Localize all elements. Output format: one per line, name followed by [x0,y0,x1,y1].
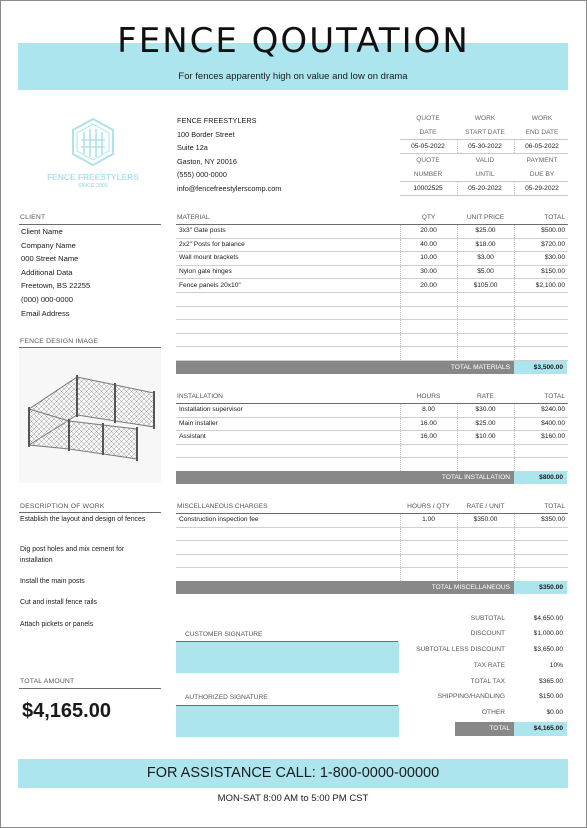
assistance-call: FOR ASSISTANCE CALL: 1-800-0000-00000 [146,765,440,781]
quote-head3-a: QUOTE [416,157,440,164]
installation-table [176,403,568,472]
work-label: DESCRIPTION OF WORK [20,503,105,510]
company-suite: Suite 12a [177,143,208,153]
work-item: Dig post holes and mix cement for installation [20,546,125,564]
subtotal-label: SUBTOTAL [470,615,505,622]
installation-rate: $30.00 [457,404,514,418]
quote-date: 05-05-2022 [411,143,445,150]
discount-row [360,626,563,642]
table-row-empty [176,306,568,320]
quote-head1-b: WORK [474,115,496,122]
material-qty: 10.00 [400,252,457,266]
client-additional: Additional Data [21,267,73,277]
quote-head4-a: NUMBER [413,171,443,178]
table-row [176,265,568,279]
work-item: Attach pickets or panels [20,621,94,628]
client-street: 000 Street Name [21,254,79,264]
quote-vline-2 [514,139,515,153]
work-divider [19,512,161,513]
misc-table [176,513,568,582]
total-amount-value: $4,165.00 [22,700,111,722]
subtotal-row [360,611,563,627]
subtotal-less-discount-label: SUBTOTAL LESS DISCOUNT [416,646,505,653]
materials-table [176,224,568,361]
total-tax-label: TOTAL TAX [470,678,505,685]
misc-qty: 1.00 [400,514,457,528]
quote-divider-2 [400,153,568,154]
hexagon-fence-icon [38,116,148,176]
other-label: OTHER [481,709,505,716]
installation-header-price: RATE [476,393,495,400]
materials-total-label: TOTAL MATERIALS [450,364,510,371]
installation-total-label: TOTAL INSTALLATION [441,474,510,481]
authorized-signature-label: AUTHORIZED SIGNATURE [185,694,268,701]
table-row-empty [176,568,568,582]
grand-total-label: TOTAL [489,725,510,732]
material-price: $18.00 [457,238,514,252]
subtotal-less-discount-row [360,642,563,658]
other-value: $0.00 [546,709,563,716]
material-item: 3x3" Gate posts [176,225,400,239]
material-price: $25.00 [457,225,514,239]
quote-head4-b: UNTIL [475,171,495,178]
company-city: Gaston, NY 20016 [177,156,237,166]
table-row [176,417,568,431]
misc-header-price: RATE / UNIT [466,503,505,510]
grand-total-bar [455,722,514,736]
total-amount-label: TOTAL AMOUNT [20,678,75,685]
quote-number: 10002525 [413,185,443,192]
table-row-empty [176,347,568,361]
company-email[interactable]: info@fencefreestylerscomp.com [177,183,282,193]
client-company: Company Name [21,240,76,250]
shipping-row [360,689,563,705]
client-info [21,225,90,320]
material-qty: 20.00 [400,225,457,239]
discount-label: DISCOUNT [470,630,505,637]
table-row [176,252,568,266]
material-price: $3.00 [457,252,514,266]
material-total: $2,100.00 [514,279,568,293]
material-item: Wall mount brackets [176,252,400,266]
misc-item: Construction inspection fee [176,514,400,528]
company-logo [38,116,148,196]
misc-total-label: TOTAL MISCELLANEOUS [431,584,510,591]
misc-total-value: $350.00 [514,581,567,594]
materials-header-qty: QTY [421,214,436,221]
installation-header-qty: HOURS [416,393,441,400]
company-street: 100 Border Street [177,129,235,139]
tax-rate-row [360,658,563,674]
quote-divider-3 [400,181,568,182]
work-item: Cut and install fence rails [20,599,97,606]
table-row-empty [176,527,568,541]
tax-rate-value: 10% [549,662,563,669]
quote-head3-c: PAYMENT [526,157,558,164]
material-qty: 30.00 [400,265,457,279]
installation-total: $400.00 [514,417,568,431]
material-item: 2x2" Posts for balance [176,238,400,252]
installation-hours: 8.00 [400,404,457,418]
company-phone: (555) 000-0000 [177,170,227,180]
total-amount-divider [19,688,161,689]
work-item: Establish the layout and design of fences [20,516,146,523]
installation-header-total: TOTAL [544,393,565,400]
installation-total: $160.00 [514,431,568,445]
other-row [360,705,563,721]
quote-divider-4 [400,195,568,196]
misc-rate: $350.00 [457,514,514,528]
quote-head1-c: WORK [531,115,553,122]
page-subtitle: For fences apparently high on value and low on drama [178,71,408,82]
work-end-date: 06-05-2022 [525,143,559,150]
total-tax-value: $365.00 [539,678,563,685]
installation-item: Assistant [176,431,400,445]
company-name: FENCE FREESTYLERS [177,116,257,125]
fence-design-image [19,349,161,483]
installation-total-value: $800.00 [514,471,567,484]
logo-name: FENCE FREESTYLERS [47,172,139,182]
table-row [176,238,568,252]
grand-total-value: $4,165.00 [514,722,567,736]
installation-rate: $25.00 [457,417,514,431]
material-price: $5.00 [457,265,514,279]
material-total: $720.00 [514,238,568,252]
table-row [176,279,568,293]
quote-divider-1 [400,139,568,140]
materials-header-item: MATERIAL [177,214,210,221]
logo-since: SINCE 2005 [78,183,108,189]
misc-total-bar [176,581,514,594]
shipping-value: $150.00 [539,693,563,700]
materials-total-bar [176,361,514,374]
materials-header-price: UNIT PRICE [466,214,505,221]
valid-until: 05-20-2022 [468,185,502,192]
installation-item: Installation supervisor [176,404,400,418]
quote-head1-a: QUOTE [416,115,440,122]
quote-head2-c: END DATE [525,129,559,136]
table-row-empty [176,554,568,568]
design-divider [19,347,161,348]
client-label: CLIENT [20,214,46,221]
client-phone: (000) 000-0000 [21,294,73,304]
work-item: Install the main posts [20,578,85,585]
table-row [176,431,568,445]
table-row-empty [176,541,568,555]
tax-rate-label: TAX RATE [473,662,505,669]
material-item: Fence panels 20x10" [176,279,400,293]
material-price: $105.00 [457,279,514,293]
installation-hours: 16.00 [400,417,457,431]
material-qty: 40.00 [400,238,457,252]
misc-header-total: TOTAL [544,503,565,510]
discount-value: $1,000.00 [533,630,563,637]
material-qty: 20.00 [400,279,457,293]
material-total: $150.00 [514,265,568,279]
material-item: Nylon gate hinges [176,265,400,279]
quote-vline-3 [457,181,458,195]
table-row-empty [176,444,568,458]
table-row-empty [176,320,568,334]
client-city: Freetown, BS 22255 [21,281,91,291]
subtotal-value: $4,650.00 [533,615,563,622]
material-total: $500.00 [514,225,568,239]
table-row [176,514,568,528]
client-name: Client Name [21,227,63,236]
quote-head2-a: DATE [419,129,437,136]
installation-rate: $10.00 [457,431,514,445]
shipping-label: SHIPPING/HANDLING [437,693,505,700]
design-image-label: FENCE DESIGN IMAGE [20,338,99,345]
installation-hours: 16.00 [400,431,457,445]
work-start-date: 05-30-2022 [468,143,502,150]
installation-item: Main installer [176,417,400,431]
quote-head3-b: VALID [475,157,495,164]
office-hours: MON-SAT 8:00 AM to 5:00 PM CST [217,793,369,804]
materials-total-value: $3,500.00 [514,361,567,374]
total-tax-row [360,674,563,690]
table-row-empty [176,333,568,347]
quote-vline-1 [457,139,458,153]
table-row [176,225,568,239]
subtotal-less-discount-value: $3,650.00 [533,646,563,653]
page-title: FENCE QOUTATION [117,21,470,61]
installation-header-item: INSTALLATION [177,393,223,400]
customer-signature-label: CUSTOMER SIGNATURE [185,631,263,638]
installation-total: $240.00 [514,404,568,418]
payment-due: 05-29-2022 [525,185,559,192]
material-total: $30.00 [514,252,568,266]
materials-header-total: TOTAL [544,214,565,221]
misc-total: $350.00 [514,514,568,528]
quote-head2-b: START DATE [465,129,505,136]
company-info [177,114,281,196]
misc-header-item: MISCELLANEOUS CHARGES [177,503,268,510]
table-row-empty [176,292,568,306]
misc-header-qty: HOURS / QTY [407,503,450,510]
table-row-empty [176,458,568,472]
installation-total-bar [176,471,514,484]
quote-vline-4 [514,181,515,195]
quote-head4-c: DUE BY [529,171,555,178]
table-row [176,404,568,418]
client-email: Email Address [21,308,70,318]
